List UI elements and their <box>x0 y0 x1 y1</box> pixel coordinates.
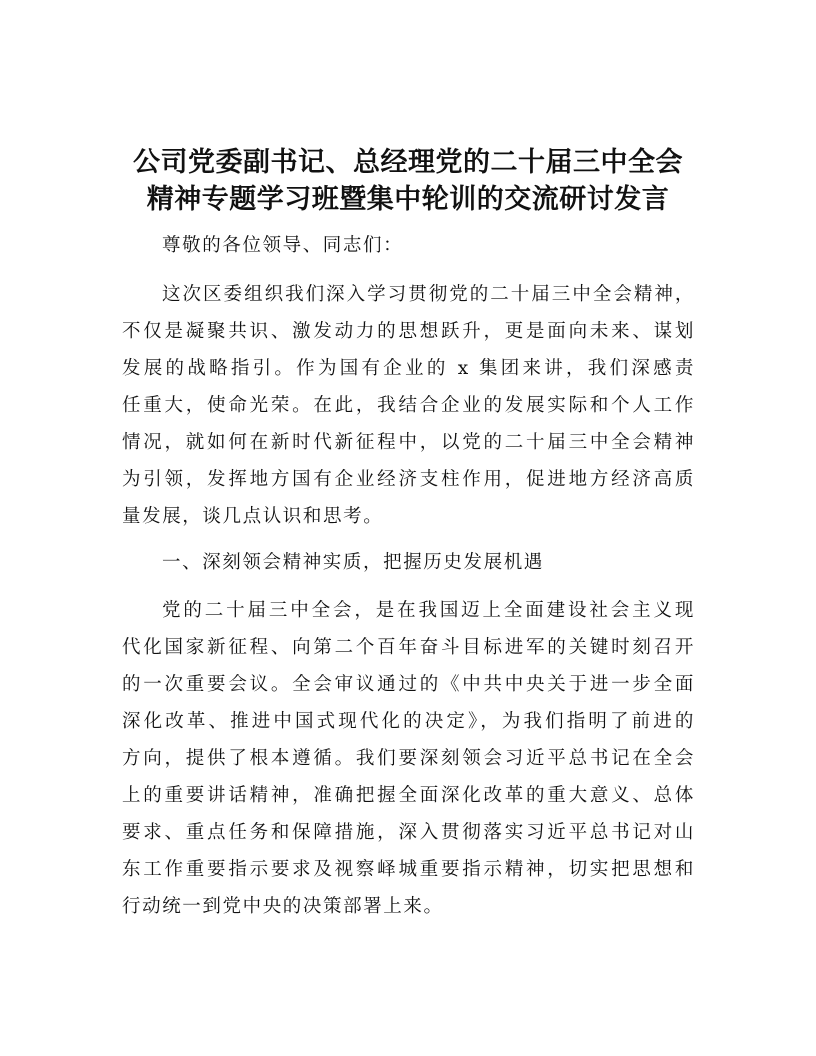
paragraph-line: 量发展，谈几点认识和思考。 <box>122 506 384 527</box>
paragraph-intro <box>122 276 695 535</box>
paragraph-line: 上的重要讲话精神，准确把握全面深化改革的重大意义、总体 <box>122 785 695 806</box>
paragraph-line: 党的二十届三中全会，是在我国迈上全面建设社会主义现 <box>162 600 695 621</box>
paragraph-line: 东工作重要指示要求及视察峄城重要指示精神，切实把思想和 <box>122 859 695 880</box>
paragraph-line: 不仅是凝聚共识、激发动力的思想跃升，更是面向未来、谋划 <box>122 321 695 342</box>
paragraph-line: 这次区委组织我们深入学习贯彻党的二十届三中全会精神， <box>162 284 695 305</box>
paragraph-line: 发展的战略指引。作为国有企业的 x 集团来讲，我们深感责 <box>122 358 695 379</box>
salutation-text: 尊敬的各位领导、同志们： <box>162 235 404 256</box>
paragraph-line: 代化国家新征程、向第二个百年奋斗目标进军的关键时刻召开 <box>122 637 695 658</box>
paragraph-line: 行动统一到党中央的决策部署上来。 <box>122 896 444 917</box>
paragraph-line: 深化改革、推进中国式现代化的决定》，为我们指明了前进的 <box>122 711 695 732</box>
paragraph-line: 方向，提供了根本遵循。我们要深刻领会习近平总书记在全会 <box>122 748 695 769</box>
salutation <box>122 227 695 264</box>
document-title-line-1: 公司党委副书记、总经理党的二十届三中全会 <box>133 147 683 178</box>
section-heading-text: 一、深刻领会精神实质，把握历史发展机遇 <box>162 552 544 573</box>
paragraph-line: 要求、重点任务和保障措施，深入贯彻落实习近平总书记对山 <box>122 822 695 843</box>
paragraph-line: 任重大，使命光荣。在此，我结合企业的发展实际和个人工作 <box>122 395 695 416</box>
paragraph-line: 的一次重要会议。全会审议通过的《中共中央关于进一步全面 <box>122 674 695 695</box>
document-title-line-2: 精神专题学习班暨集中轮训的交流研讨发言 <box>146 184 670 215</box>
paragraph-section-1 <box>122 592 695 925</box>
paragraph-line: 情况，就如何在新时代新征程中，以党的二十届三中全会精神 <box>122 432 695 453</box>
paragraph-line: 为引领，发挥地方国有企业经济支柱作用，促进地方经济高质 <box>122 469 695 490</box>
section-heading-1 <box>122 544 695 581</box>
